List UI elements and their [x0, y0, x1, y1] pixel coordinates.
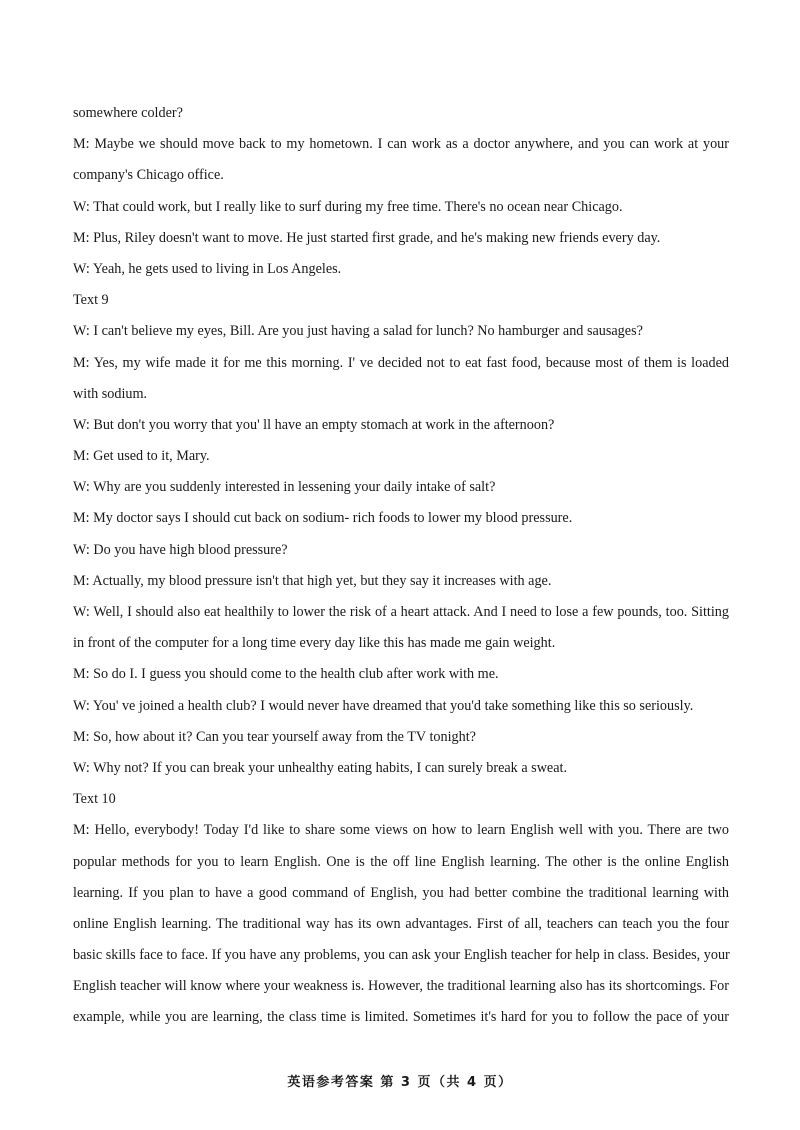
text-line: W: That could work, but I really like to surf during my free time. There's no ocean near Chicago. — [73, 198, 623, 215]
text-line: W: Why not? If you can break your unhealthy eating habits, I can surely break a sweat. — [73, 759, 568, 776]
text-line: company's Chicago office. — [73, 167, 224, 184]
text-line: W: I can't believe my eyes, Bill. Are you just having a salad for lunch? No hamburger and sausages? — [73, 323, 643, 340]
text-line: M: So do I. I guess you should come to the health club after work with me. — [73, 666, 499, 683]
section-heading-text-10: Text 10 — [73, 791, 116, 808]
text-line: somewhere colder? — [73, 105, 183, 121]
text-line: M: My doctor says I should cut back on sodium- rich foods to lower my blood pressure. — [73, 510, 573, 527]
text-line: English teacher will know where your weakness is. However, the traditional learning also has its shortcomings. For — [73, 978, 729, 995]
text-line: M: Maybe we should move back to my hometown. I can work as a doctor anywhere, and you can work at your — [73, 136, 729, 153]
page-footer: 英语参考答案 第 3 页（共 4 页） — [287, 1075, 513, 1090]
text-line: W: Do you have high blood pressure? — [73, 541, 288, 558]
text-line: M: Actually, my blood pressure isn't that high yet, but they say it increases with age. — [73, 572, 552, 589]
text-line: basic skills face to face. If you have any problems, you can ask your English teacher for help in class. Besides, your — [73, 947, 730, 964]
text-line: online English learning. The traditional way has its own advantages. First of all, teachers can teach you the four — [73, 915, 729, 932]
transcript-body — [73, 98, 729, 1034]
text-line: M: Hello, everybody! Today I'd like to share some views on how to learn English well with you. There are two — [73, 822, 729, 839]
text-line: W: Yeah, he gets used to living in Los Angeles. — [73, 260, 342, 277]
text-line: in front of the computer for a long time every day like this has made me gain weight. — [73, 635, 556, 652]
text-line: W: But don't you worry that you' ll have an empty stomach at work in the afternoon? — [73, 416, 555, 433]
text-line: M: Yes, my wife made it for me this morning. I' ve decided not to eat fast food, because most of them is loaded — [73, 354, 729, 371]
text-line: M: So, how about it? Can you tear yourself away from the TV tonight? — [73, 728, 476, 745]
text-line: M: Plus, Riley doesn't want to move. He just started first grade, and he's making new friends every day. — [73, 229, 661, 246]
text-line: with sodium. — [73, 385, 148, 402]
text-line: M: Get used to it, Mary. — [73, 448, 210, 465]
text-line: learning. If you plan to have a good command of English, you had better combine the traditional learning with — [73, 884, 729, 901]
text-line: popular methods for you to learn English. One is the off line English learning. The other is the online English — [73, 853, 729, 870]
text-line: example, while you are learning, the class time is limited. Sometimes it's hard for you to follow the pace of your — [73, 1009, 729, 1026]
text-line: W: You' ve joined a health club? I would never have dreamed that you'd take something like this so seriously. — [73, 697, 694, 714]
text-line: W: Why are you suddenly interested in lessening your daily intake of salt? — [73, 479, 496, 496]
section-heading-text-9: Text 9 — [73, 292, 109, 309]
text-line: W: Well, I should also eat healthily to lower the risk of a heart attack. And I need to lose a few pounds, too. Sitting — [73, 604, 729, 620]
